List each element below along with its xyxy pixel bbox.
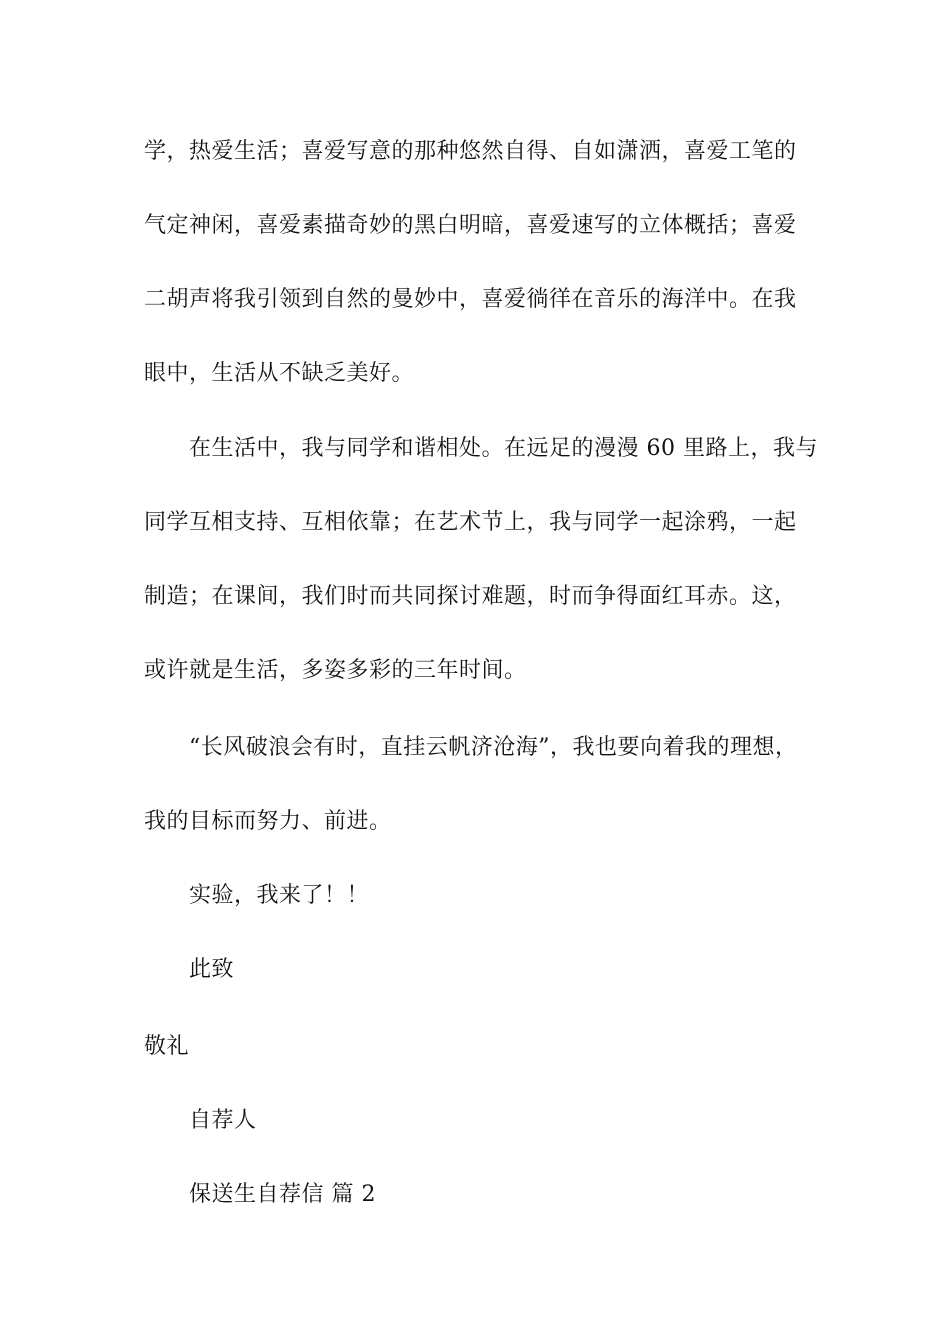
- signature-line: 自荐人: [189, 1108, 257, 1133]
- paragraph-line: “长风破浪会有时，直挂云帆济沧海”，我也要向着我的理想，: [189, 735, 798, 760]
- paragraph-line: 同学互相支持、互相依靠；在艺术节上，我与同学一起涂鸦，一起: [144, 510, 797, 535]
- section-heading: 保送生自荐信 篇 2: [189, 1182, 376, 1207]
- paragraph-line: 制造；在课间，我们时而共同探讨难题，时而争得面红耳赤。这，: [144, 584, 797, 609]
- salutation-line: 敬礼: [144, 1034, 190, 1059]
- salutation-line: 此致: [189, 957, 235, 982]
- paragraph-line: 眼中，生活从不缺乏美好。: [144, 361, 415, 386]
- paragraph-line: 或许就是生活，多姿多彩的三年时间。: [144, 658, 527, 683]
- closing-line: 实验，我来了！！: [189, 883, 370, 908]
- paragraph-line: 我的目标而努力、前进。: [144, 809, 392, 834]
- paragraph-line: 二胡声将我引领到自然的曼妙中，喜爱徜徉在音乐的海洋中。在我: [144, 287, 797, 312]
- paragraph-line: 气定神闲，喜爱素描奇妙的黑白明暗，喜爱速写的立体概括；喜爱: [144, 213, 797, 238]
- paragraph-line: 在生活中，我与同学和谐相处。在远足的漫漫 60 里路上，我与: [189, 436, 818, 461]
- paragraph-line: 学，热爱生活；喜爱写意的那种悠然自得、自如潇洒，喜爱工笔的: [144, 139, 797, 164]
